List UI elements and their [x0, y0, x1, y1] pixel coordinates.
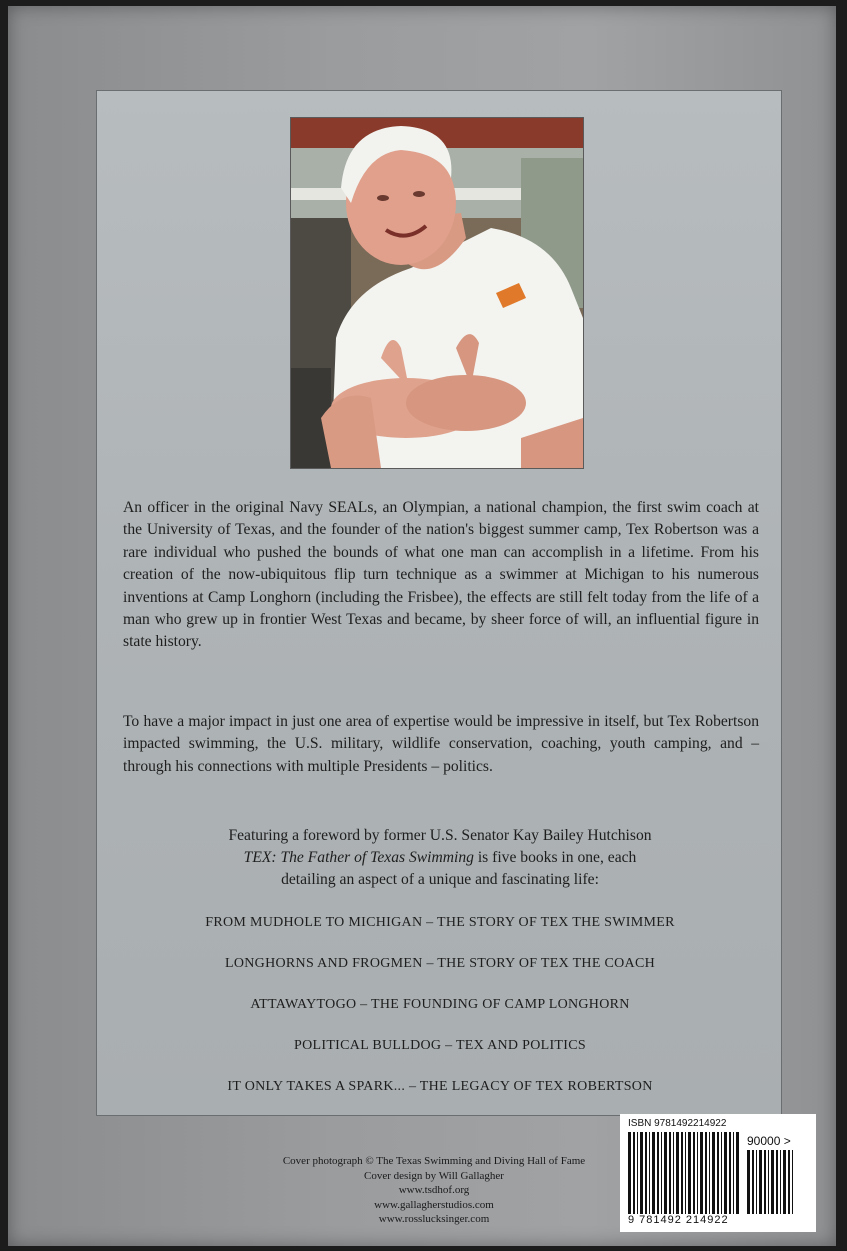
barcode-bar — [764, 1150, 766, 1214]
barcode-bar — [736, 1132, 739, 1214]
intro-line-3: detailing an aspect of a unique and fascinating life: — [281, 871, 599, 888]
barcode-bar — [724, 1132, 727, 1214]
intro-line-1: Featuring a foreword by former U.S. Senator Kay Bailey Hutchison — [228, 827, 652, 844]
barcode-bar — [645, 1132, 647, 1214]
book-item: POLITICAL BULLDOG – TEX AND POLITICS — [294, 1038, 586, 1053]
price-code: 90000 > — [747, 1134, 791, 1148]
barcode-bar — [709, 1132, 710, 1214]
barcode-bar — [705, 1132, 707, 1214]
barcode-bar — [693, 1132, 695, 1214]
barcode-bar — [780, 1150, 781, 1214]
barcode-bar — [649, 1132, 650, 1214]
barcode-bar — [676, 1132, 679, 1214]
barcode-addon-bars — [747, 1150, 799, 1214]
author-photo — [290, 117, 584, 469]
barcode-bar — [752, 1150, 754, 1214]
barcode-bar — [688, 1132, 691, 1214]
barcode-bar — [776, 1150, 778, 1214]
barcode-bar — [783, 1150, 786, 1214]
book-item: LONGHORNS AND FROGMEN – THE STORY OF TEX THE COACH — [225, 956, 655, 971]
barcode-bar — [633, 1132, 635, 1214]
barcode-bar — [673, 1132, 674, 1214]
barcode-bar — [697, 1132, 698, 1214]
barcode-bars — [628, 1132, 740, 1214]
barcode-bar — [657, 1132, 659, 1214]
barcode-bar — [700, 1132, 703, 1214]
book-item: IT ONLY TAKES A SPARK... – THE LEGACY OF TEX ROBERTSON — [227, 1079, 653, 1094]
barcode-bar — [717, 1132, 719, 1214]
credit-line: www.rosslucksinger.com — [378, 1213, 490, 1225]
barcode-bar — [669, 1132, 671, 1214]
barcode-bar — [685, 1132, 686, 1214]
barcode-bar — [640, 1132, 643, 1214]
book-back-cover — [8, 6, 836, 1246]
barcode-bar — [637, 1132, 638, 1214]
isbn-digits: 9 781492 214922 — [628, 1214, 729, 1226]
description-paragraph-1: An officer in the original Navy SEALs, an Olympian, a national champion, the first swim coach at the University of Texas, and the founder of the nation's biggest summer camp, Tex Robertson was a rare individual who pushed the bounds of what one man can accomplish in a lifetime. From his creation of the now-ubiquitous flip turn technique as a swimmer at Michigan to his numerous inventions at Camp Longhorn (including the Frisbee), the effects are still felt today from the life of a man who grew up in frontier West Texas and became, by sheer force of will, an influential figure in state history. — [123, 499, 759, 651]
barcode-bar — [712, 1132, 715, 1214]
barcode-bar — [664, 1132, 667, 1214]
barcode-bar — [681, 1132, 683, 1214]
cover-credits — [224, 1154, 644, 1227]
isbn-label: ISBN 9781492214922 — [628, 1118, 727, 1129]
barcode-bar — [756, 1150, 757, 1214]
barcode-bar — [747, 1150, 750, 1214]
description-paragraph-2: To have a major impact in just one area of expertise would be impressive in itself, but Tex Robertson impacted swimming, the U.S. military, wildlife conservation, coaching, youth camping, and – through his connections with multiple Presidents – politics. — [123, 713, 759, 775]
credit-line: www.gallagherstudios.com — [374, 1198, 494, 1211]
barcode-bar — [771, 1150, 774, 1214]
barcode-bar — [768, 1150, 769, 1214]
content-panel — [96, 90, 782, 1116]
credit-line: www.tsdhof.org — [398, 1184, 470, 1196]
barcode-bar — [729, 1132, 731, 1214]
barcode-bar — [628, 1132, 631, 1214]
isbn-barcode — [620, 1114, 816, 1232]
book-item: ATTAWAYTOGO – THE FOUNDING OF CAMP LONGHORN — [250, 997, 630, 1012]
barcode-bar — [721, 1132, 722, 1214]
barcode-bar — [759, 1150, 762, 1214]
foreword-intro — [97, 825, 783, 891]
book-item: FROM MUDHOLE TO MICHIGAN – THE STORY OF TEX THE SWIMMER — [205, 915, 675, 930]
barcode-bar — [733, 1132, 734, 1214]
intro-line-2-rest: is five books in one, each — [473, 849, 637, 866]
barcode-bar — [661, 1132, 662, 1214]
credit-line: Cover photograph © The Texas Swimming and Diving Hall of Fame — [282, 1155, 586, 1167]
barcode-bar — [652, 1132, 655, 1214]
barcode-bar — [792, 1150, 793, 1214]
barcode-bar — [788, 1150, 790, 1214]
credit-line: Cover design by Will Gallagher — [364, 1169, 504, 1182]
book-title: TEX: The Father of Texas Swimming — [243, 849, 474, 866]
books-list — [97, 913, 783, 1118]
intro-line-2 — [97, 847, 783, 869]
